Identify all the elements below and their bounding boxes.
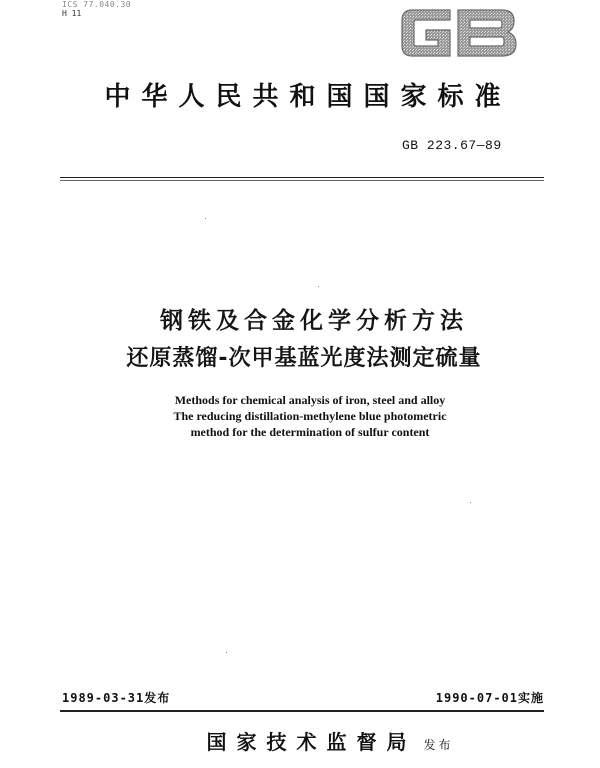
footer-rule xyxy=(60,710,544,712)
standard-number: GB 223.67—89 xyxy=(402,138,502,153)
scan-speck xyxy=(470,502,471,503)
gb-logo xyxy=(398,4,520,62)
scan-speck xyxy=(318,286,319,287)
ics-code: ICS 77.040.30 xyxy=(62,0,132,9)
standard-title: 中华人民共和国国家标准 xyxy=(104,82,512,112)
title-en-line3: method for the determination of sulfur content xyxy=(190,425,430,439)
scan-speck xyxy=(205,218,206,219)
issue-date: 1989-03-31发布 xyxy=(62,691,171,705)
issuer-line xyxy=(0,726,600,755)
header-rule-thin xyxy=(60,180,544,181)
title-cn-line1: 钢铁及合金化学分析方法 xyxy=(160,308,468,334)
logo-letter-g xyxy=(402,10,450,56)
publish-label: 发布 xyxy=(423,738,454,752)
implementation-date: 1990-07-01实施 xyxy=(435,691,544,705)
title-en-line1: Methods for chemical analysis of iron, steel and alloy xyxy=(174,393,446,407)
logo-letter-b xyxy=(458,10,516,56)
scan-speck xyxy=(226,652,227,653)
classification-codes xyxy=(62,0,131,18)
title-en-line2: The reducing distillation-methylene blue photometric xyxy=(173,409,447,423)
ccs-code: H 11 xyxy=(62,9,82,18)
title-cn-line2: 还原蒸馏-次甲基蓝光度法测定硫量 xyxy=(126,346,482,371)
header-rule xyxy=(60,177,544,178)
issuer-name: 国家技术监督局 xyxy=(206,730,417,754)
